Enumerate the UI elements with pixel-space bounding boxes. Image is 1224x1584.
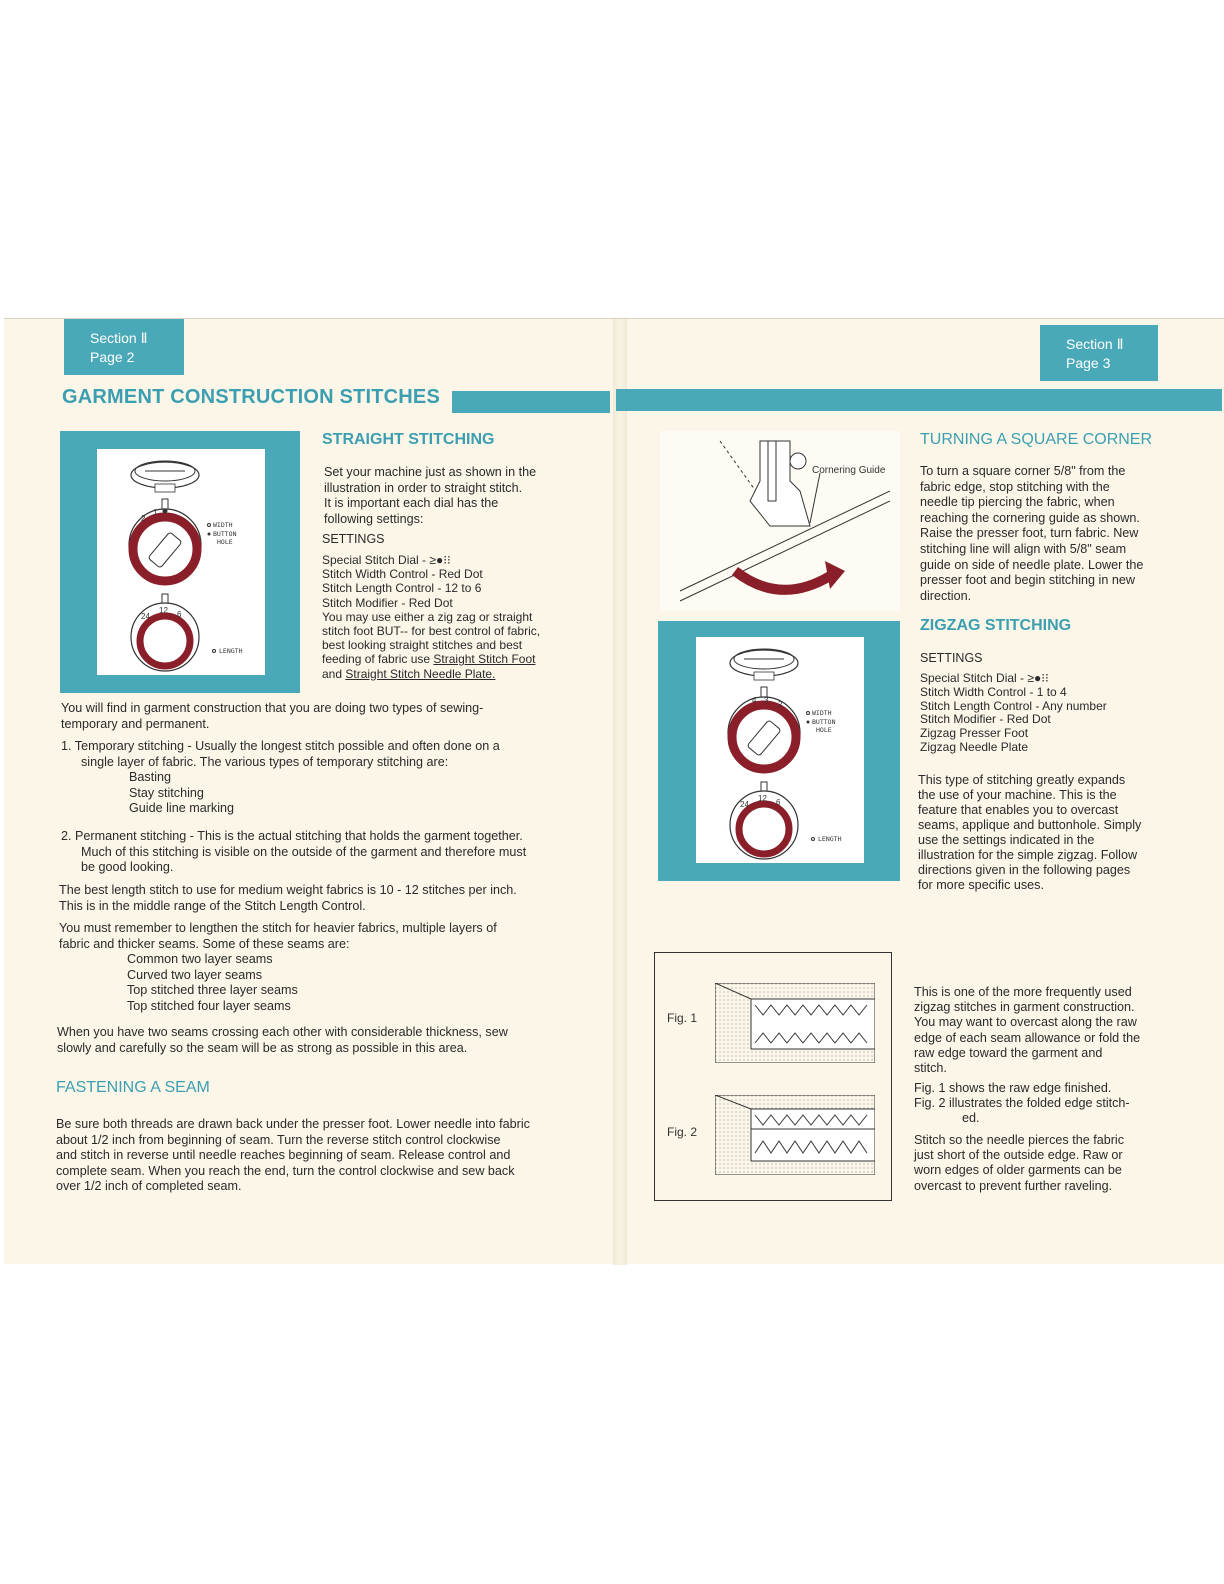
svg-text:6: 6	[776, 798, 781, 807]
svg-text:4: 4	[752, 696, 757, 705]
turning-paragraph	[920, 464, 1156, 604]
section-tab-left	[64, 319, 184, 375]
setting-item: Stitch Modifier - Red Dot	[920, 712, 1051, 727]
crossing-paragraph	[57, 1025, 557, 1056]
fastening-heading: FASTENING A SEAM	[56, 1079, 210, 1096]
title-bar-right	[616, 389, 1222, 411]
text-line: Much of this stitching is visible on the outside of the garment and therefore must	[81, 844, 527, 859]
text-line: This type of stitching greatly expands	[918, 773, 1126, 787]
text-line: The best length stitch to use for medium weight fabrics is 10 - 12 stitches per inch.	[59, 883, 517, 897]
text-line: for more specific uses.	[918, 878, 1044, 892]
width-label: WIDTH	[812, 709, 832, 717]
text-line: fabric edge, stop stitching with the	[920, 479, 1110, 494]
text-line: reaching the cornering guide as shown.	[920, 510, 1140, 525]
text-line: stitch.	[914, 1061, 947, 1076]
cornering-illustration	[660, 431, 900, 611]
note-text: feeding of fabric use	[322, 652, 434, 667]
intro-paragraph	[61, 701, 561, 732]
page-title: GARMENT CONSTRUCTION STITCHES	[62, 386, 441, 408]
width-label: WIDTH	[213, 521, 233, 529]
text-line: presser foot and begin stitching in new	[920, 573, 1135, 588]
text-line: fabric and thicker seams. Some of these seams are:	[59, 936, 350, 951]
text-line: zigzag stitches in garment construction.	[914, 1000, 1135, 1015]
text-line: This is one of the more frequently used	[914, 985, 1132, 999]
cornering-guide-label: Cornering Guide	[812, 465, 886, 476]
note-line	[322, 667, 562, 681]
temporary-stitching-item	[61, 739, 561, 817]
text-line: feature that enables you to overcast	[918, 803, 1119, 817]
text-line: You will find in garment construction that you are doing two types of sewing-	[61, 701, 484, 715]
text-line: just short of the outside edge. Raw or	[914, 1148, 1123, 1163]
text-line: This is in the middle range of the Stitch Length Control.	[59, 898, 366, 913]
text-line: Set your machine just as shown in the	[324, 465, 537, 479]
length-label: LENGTH	[818, 835, 842, 843]
setting-item: Stitch Width Control - 1 to 4	[920, 684, 1067, 699]
setting-item: Stitch Length Control - 12 to 6	[322, 581, 482, 596]
straight-stitch-foot-text: Straight Stitch Foot	[433, 652, 536, 667]
setting-item: Stitch Length Control - Any number	[920, 698, 1107, 713]
button-label: BUTTON	[812, 718, 836, 726]
svg-text:12: 12	[758, 794, 767, 803]
text-line: guide on side of needle plate. Lower the	[920, 557, 1144, 572]
list-item: Top stitched three layer seams	[127, 983, 298, 998]
setting-item: Special Stitch Dial - ≥●⁝⁝	[322, 553, 451, 567]
svg-text:24: 24	[141, 612, 150, 621]
turning-heading: TURNING A SQUARE CORNER	[920, 431, 1153, 448]
zigzag-dial-illustration	[696, 637, 864, 863]
text-line: You may want to overcast along the raw	[914, 1015, 1137, 1030]
text-line: direction.	[920, 588, 972, 603]
note-line	[322, 652, 562, 666]
svg-text:3: 3	[764, 696, 769, 705]
straight-stitch-plate-text: Straight Stitch Needle Plate.	[345, 666, 496, 681]
note-line: You may use either a zig zag or straight	[322, 609, 533, 624]
dial-drawing	[97, 449, 265, 675]
text-line: Raise the presser foot, turn fabric. New	[920, 526, 1139, 541]
length-label: LENGTH	[219, 647, 243, 655]
best-length-paragraph	[59, 883, 559, 914]
text-line: 1. Temporary stitching - Usually the longest stitch possible and often done on a	[61, 739, 500, 753]
text-line: raw edge toward the garment and	[914, 1045, 1103, 1060]
text-line: and stitch in reverse until needle reaches beginning of seam. Release control and	[56, 1148, 511, 1163]
dial-illustration	[97, 449, 265, 675]
svg-text:24: 24	[740, 800, 749, 809]
booklet-spread	[4, 318, 1224, 1264]
straight-settings-list	[322, 553, 562, 681]
section-label: Section Ⅱ	[1066, 336, 1124, 352]
cornering-drawing	[660, 431, 900, 611]
text-line: illustration in order to straight stitch.	[324, 480, 523, 495]
zigzag-paragraph	[918, 773, 1156, 893]
lengthen-paragraph	[59, 921, 559, 1015]
text-line: needle tip piercing the fabric, when	[920, 495, 1115, 510]
setting-item: Zigzag Presser Foot	[920, 726, 1029, 741]
text-line: 2. Permanent stitching - This is the actual stitching that holds the garment together.	[61, 829, 523, 843]
text-line: seams, applique and buttonhole. Simply	[918, 818, 1142, 832]
section-tab-right	[1040, 325, 1158, 381]
zigzag-settings-heading: SETTINGS	[920, 651, 983, 665]
text-line: the use of your machine. This is the	[918, 788, 1117, 802]
text-line: When you have two seams crossing each other with considerable thickness, sew	[57, 1025, 508, 1039]
svg-text:1: 1	[153, 508, 158, 517]
svg-text:2: 2	[141, 514, 146, 523]
stitch-paragraph	[914, 1133, 1156, 1194]
text-line: directions given in the following pages	[918, 863, 1131, 877]
text-line: Be sure both threads are drawn back under the presser foot. Lower needle into fabric	[56, 1117, 530, 1131]
straight-intro	[324, 465, 562, 527]
text-line: overcast to prevent further raveling.	[914, 1178, 1113, 1193]
setting-item: Stitch Modifier - Red Dot	[322, 595, 453, 610]
fastening-paragraph	[56, 1117, 556, 1195]
fig-2-description: ed.	[962, 1111, 980, 1126]
fig-1-label: Fig. 1	[667, 1011, 698, 1025]
setting-item: Zigzag Needle Plate	[920, 739, 1029, 754]
hole-label: HOLE	[816, 726, 832, 734]
figure-descriptions	[914, 1081, 1156, 1127]
text-line: slowly and carefully so the seam will be as strong as possible in this area.	[57, 1040, 468, 1055]
list-item: Stay stitching	[129, 785, 204, 800]
text-line: edge of each seam allowance or fold the	[914, 1030, 1141, 1045]
list-item: Top stitched four layer seams	[127, 998, 291, 1013]
text-line: illustration for the simple zigzag. Follow	[918, 848, 1138, 862]
text-line: over 1/2 inch of completed seam.	[56, 1179, 242, 1194]
text-line: To turn a square corner 5/8" from the	[920, 464, 1126, 478]
svg-text:12: 12	[159, 606, 168, 615]
text-line: complete seam. When you reach the end, turn the control clockwise and sew back	[56, 1163, 515, 1178]
text-line: be good looking.	[81, 860, 174, 875]
list-item: Guide line marking	[129, 801, 234, 816]
fig-1-description: Fig. 1 shows the raw edge finished.	[914, 1081, 1112, 1095]
text-line: use the settings indicated in the	[918, 833, 1095, 847]
fig-1-drawing	[715, 983, 875, 1063]
text-line: single layer of fabric. The various types of temporary stitching are:	[81, 754, 449, 769]
text-line: about 1/2 inch from beginning of seam. Turn the reverse stitch control clockwise	[56, 1132, 501, 1147]
list-item: Basting	[129, 770, 172, 785]
note-text: and	[322, 666, 346, 681]
note-line: best looking straight stitches and best	[322, 638, 523, 653]
note-line: stitch foot BUT-- for best control of fabric,	[322, 624, 541, 639]
text-line: temporary and permanent.	[61, 716, 210, 731]
zigzag-settings-list	[920, 672, 1160, 755]
setting-item: Stitch Width Control - Red Dot	[322, 567, 483, 582]
svg-text:6: 6	[177, 610, 182, 619]
list-item: Curved two layer seams	[127, 967, 263, 982]
zigzag-heading: ZIGZAG STITCHING	[920, 617, 1072, 634]
permanent-stitching-item	[61, 829, 561, 876]
title-bar-left	[452, 391, 610, 413]
text-line: worn edges of older garments can be	[914, 1163, 1122, 1178]
text-line: It is important each dial has the	[324, 496, 499, 511]
settings-heading: SETTINGS	[322, 532, 385, 546]
text-line: Stitch so the needle pierces the fabric	[914, 1133, 1125, 1147]
overcast-figures-frame	[654, 952, 892, 1201]
fig-2-description: Fig. 2 illustrates the folded edge stitch-	[914, 1096, 1130, 1111]
text-line: You must remember to lengthen the stitch for heavier fabrics, multiple layers of	[59, 921, 497, 935]
page-label: Page 2	[90, 349, 135, 365]
list-item: Common two layer seams	[127, 952, 273, 967]
fig-2-label: Fig. 2	[667, 1125, 698, 1139]
button-label: BUTTON	[213, 530, 237, 538]
text-line: following settings:	[324, 511, 424, 526]
booklet-spine	[613, 319, 627, 1265]
hole-label: HOLE	[217, 538, 233, 546]
section-label: Section Ⅱ	[90, 330, 148, 346]
setting-item: Special Stitch Dial - ≥●⁝⁝	[920, 671, 1049, 685]
overcast-paragraph	[914, 985, 1156, 1076]
zigzag-dial-drawing	[696, 637, 864, 863]
text-line: stitching line will align with 5/8" seam	[920, 541, 1127, 556]
page-label: Page 3	[1066, 355, 1111, 371]
straight-stitching-heading: STRAIGHT STITCHING	[322, 431, 495, 448]
svg-text:2: 2	[778, 700, 783, 709]
fig-2-drawing	[715, 1095, 875, 1175]
